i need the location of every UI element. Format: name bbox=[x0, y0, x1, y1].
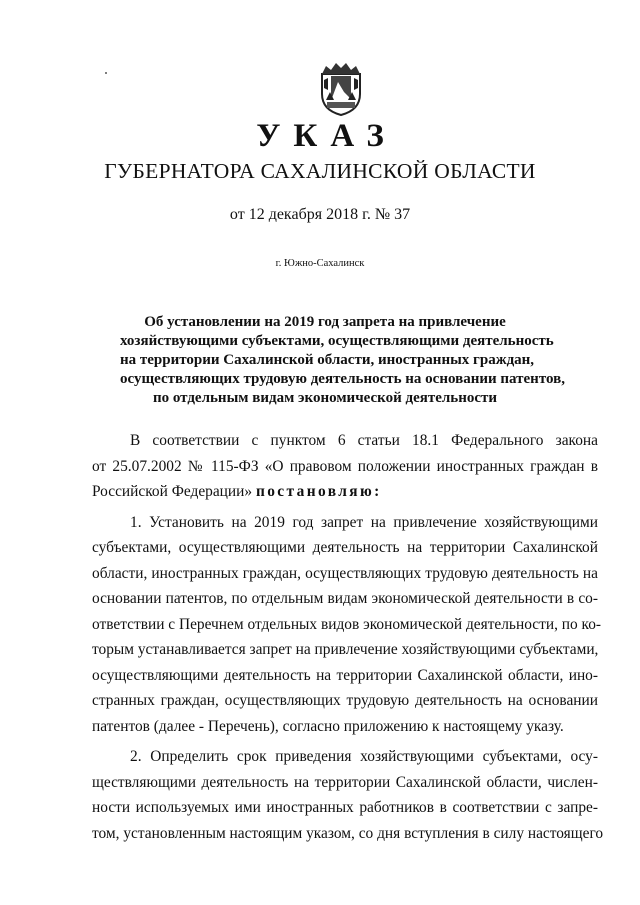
decree-body bbox=[92, 428, 604, 846]
coat-of-arms-icon bbox=[318, 60, 364, 116]
document-city: г. Южно-Сахалинск bbox=[275, 258, 365, 269]
paragraph1-line: субъектами, осуществляющими деятельность на территории Сахалинской bbox=[92, 539, 598, 556]
heading-line: на территории Сахалинской области, иностранных граждан, bbox=[120, 352, 535, 368]
paragraph1-line: торым устанавливается запрет на привлечение хозяйствующими субъектами, bbox=[92, 641, 599, 658]
preamble-text: Российской Федерации» bbox=[92, 483, 256, 500]
paragraph1-line: странных граждан, осуществляющих трудовую деятельность на основании bbox=[92, 692, 598, 709]
heading-line: Об установлении на 2019 год запрета на привлечение bbox=[144, 314, 506, 330]
heading-line: хозяйствующими субъектами, осуществляющими деятельность bbox=[120, 333, 554, 349]
decree-heading bbox=[120, 313, 565, 408]
paragraph1-line: области, иностранных граждан, осуществляющих трудовую деятельность на bbox=[92, 564, 598, 582]
paragraph1-line: основании патентов, по отдельным видам экономической деятельности в со- bbox=[92, 590, 598, 607]
document-title: УКАЗ bbox=[256, 118, 397, 154]
scan-speck bbox=[105, 72, 107, 74]
heading-line: осуществляющих трудовую деятельность на основании патентов, bbox=[120, 371, 565, 387]
paragraph1-line: ответствии с Перечнем отдельных видов экономической деятельности, по ко- bbox=[92, 615, 602, 633]
paragraph1-line: патентов (далее - Перечень), согласно приложению к настоящему указу. bbox=[92, 717, 564, 735]
paragraph1-line: осуществляющими деятельность на территории Сахалинской области, ино- bbox=[92, 666, 598, 684]
paragraph2-line: ности используемых ими иностранных работников в соответствии с запре- bbox=[92, 799, 598, 816]
preamble-line bbox=[92, 479, 598, 505]
paragraph2-line: ществляющими деятельность на территории Сахалинской области, числен- bbox=[92, 773, 598, 791]
paragraph2-line: том, установленным настоящим указом, со дня вступления в силу настоящего bbox=[92, 824, 604, 842]
paragraph1-line: 1. Установить на 2019 год запрет на привлечение хозяйствующими bbox=[130, 513, 598, 531]
preamble-line: от 25.07.2002 № 115-ФЗ «О правовом положении иностранных граждан в bbox=[92, 457, 598, 475]
document-date: от 12 декабря 2018 г. № 37 bbox=[229, 206, 411, 223]
document-subtitle: ГУБЕРНАТОРА САХАЛИНСКОЙ ОБЛАСТИ bbox=[104, 159, 536, 183]
heading-line: по отдельным видам экономической деятельности bbox=[152, 390, 498, 406]
preamble-line: В соответствии с пунктом 6 статьи 18.1 Федерального закона bbox=[130, 432, 598, 449]
decree-word: постановляю: bbox=[255, 483, 382, 500]
paragraph2-line: 2. Определить срок приведения хозяйствующими субъектами, осу- bbox=[130, 748, 598, 765]
